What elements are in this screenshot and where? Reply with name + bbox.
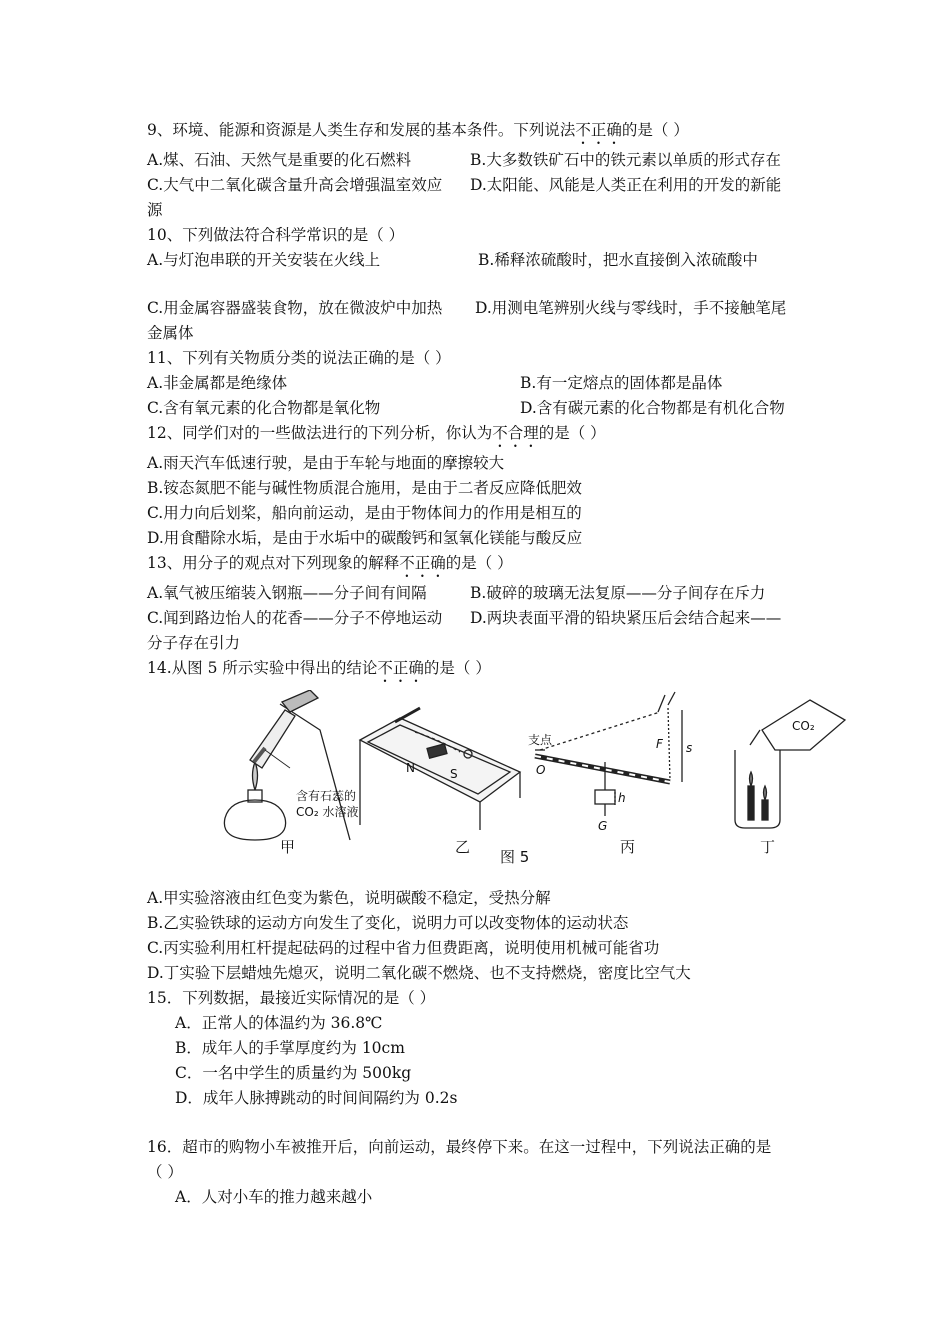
q14-stem: 14.从图 5 所示实验中得出的结论不正确的是（ ） bbox=[147, 659, 491, 677]
q14-option-c: C.丙实验利用杠杆提起砝码的过程中省力但费距离，说明使用机械可能省功 bbox=[147, 939, 660, 957]
q13-option-c: C.闻到路边怡人的花香——分子不停地运动 bbox=[147, 609, 443, 627]
q10-option-b: B.稀释浓硫酸时，把水直接倒入浓硫酸中 bbox=[478, 251, 758, 269]
q11-option-c: C.含有氧元素的化合物都是氧化物 bbox=[147, 399, 381, 417]
q16-stem-cont: （ ） bbox=[147, 1163, 183, 1181]
q15-option-d: D．成年人脉搏跳动的时间间隔约为 0.2s bbox=[175, 1089, 458, 1107]
q15-option-c: C．一名中学生的质量约为 500kg bbox=[175, 1064, 412, 1082]
q9-option-d: D.太阳能、风能是人类正在利用的开发的新能 bbox=[470, 176, 782, 194]
q16-stem: 16．超市的购物小车被推开后，向前运动，最终停下来。在这一过程中，下列说法正确的是 bbox=[147, 1138, 772, 1156]
q14-option-d: D.丁实验下层蜡烛先熄灭，说明二氧化碳不燃烧、也不支持燃烧，密度比空气大 bbox=[147, 964, 691, 982]
q13-option-a: A.氧气被压缩装入钢瓶——分子间有间隔 bbox=[147, 584, 427, 602]
q11-option-b: B.有一定熔点的固体都是晶体 bbox=[520, 374, 723, 392]
experiment-bing-apparatus bbox=[535, 692, 682, 816]
q12-option-d: D.用食醋除水垢，是由于水垢中的碳酸钙和氢氧化镁能与酸反应 bbox=[147, 529, 583, 547]
q11-option-a: A.非金属都是绝缘体 bbox=[147, 374, 288, 392]
q13-option-d-cont: 分子存在引力 bbox=[147, 634, 241, 652]
q14-option-b: B.乙实验铁球的运动方向发生了变化，说明力可以改变物体的运动状态 bbox=[147, 914, 629, 932]
q15-option-a: A．正常人的体温约为 36.8℃ bbox=[175, 1014, 383, 1032]
bing-fulcrum-label: 支点 bbox=[528, 733, 553, 747]
q14-option-a: A.甲实验溶液由红色变为紫色，说明碳酸不稳定，受热分解 bbox=[147, 889, 551, 907]
q9-option-b: B.大多数铁矿石中的铁元素以单质的形式存在 bbox=[470, 151, 781, 169]
jia-note-line1: 含有石蕊的 bbox=[296, 789, 357, 803]
q15-stem: 15．下列数据，最接近实际情况的是（ ） bbox=[147, 989, 436, 1007]
figure-5 bbox=[210, 690, 850, 870]
q9-option-a: A.煤、石油、天然气是重要的化石燃料 bbox=[147, 151, 412, 169]
bing-g-label: G bbox=[598, 819, 608, 833]
bing-h-label: h bbox=[618, 791, 626, 805]
figure-caption: 图 5 bbox=[500, 848, 530, 866]
figure-label-ding: 丁 bbox=[760, 838, 776, 856]
figure-label-yi: 乙 bbox=[455, 838, 471, 856]
q10-stem: 10、下列做法符合科学常识的是（ ） bbox=[147, 226, 405, 244]
q9-option-d-cont: 源 bbox=[147, 201, 163, 219]
q10-option-d: D.用测电笔辨别火线与零线时，手不接触笔尾 bbox=[475, 299, 787, 317]
experiment-ding-apparatus bbox=[735, 700, 845, 828]
q13-option-d: D.两块表面平滑的铅块紧压后会结合起来—— bbox=[470, 609, 782, 627]
q13-stem: 13、用分子的观点对下列现象的解释不正确的是（ ） bbox=[147, 554, 513, 572]
q11-option-d: D.含有碳元素的化合物都是有机化合物 bbox=[520, 399, 785, 417]
figure-label-jia: 甲 bbox=[280, 838, 296, 856]
bing-o-label: O bbox=[536, 763, 546, 777]
q12-stem: 12、同学们对的一些做法进行的下列分析，你认为不合理的是（ ） bbox=[147, 424, 606, 442]
q12-option-c: C.用力向后划桨，船向前运动，是由于物体间力的作用是相互的 bbox=[147, 504, 582, 522]
q10-option-d-cont: 金属体 bbox=[147, 324, 194, 342]
q11-stem: 11、下列有关物质分类的说法正确的是（ ） bbox=[147, 349, 451, 367]
ding-co2-label: CO₂ bbox=[792, 719, 815, 733]
bing-f-label: F bbox=[656, 737, 663, 751]
figure-label-bing: 丙 bbox=[620, 838, 636, 856]
q9-stem: 9、环境、能源和资源是人类生存和发展的基本条件。下列说法不正确的是（ ） bbox=[147, 121, 689, 139]
q13-option-b: B.破碎的玻璃无法复原——分子间存在斥力 bbox=[470, 584, 766, 602]
yi-north-label: N bbox=[406, 761, 415, 775]
q15-option-b: B．成年人的手掌厚度约为 10cm bbox=[175, 1039, 405, 1057]
experiment-yi-apparatus bbox=[360, 708, 520, 830]
yi-south-label: S bbox=[450, 767, 458, 781]
jia-note-line2: CO₂ 水溶液 bbox=[296, 805, 359, 819]
bing-s-label: s bbox=[686, 741, 693, 755]
q9-option-c: C.大气中二氧化碳含量升高会增强温室效应 bbox=[147, 176, 443, 194]
q16-option-a: A．人对小车的推力越来越小 bbox=[175, 1188, 373, 1206]
q10-option-a: A.与灯泡串联的开关安装在火线上 bbox=[147, 251, 381, 269]
q10-option-c: C.用金属容器盛装食物，放在微波炉中加热 bbox=[147, 299, 443, 317]
q12-option-b: B.铵态氮肥不能与碱性物质混合施用，是由于二者反应降低肥效 bbox=[147, 479, 582, 497]
q12-option-a: A.雨天汽车低速行驶，是由于车轮与地面的摩擦较大 bbox=[147, 454, 505, 472]
